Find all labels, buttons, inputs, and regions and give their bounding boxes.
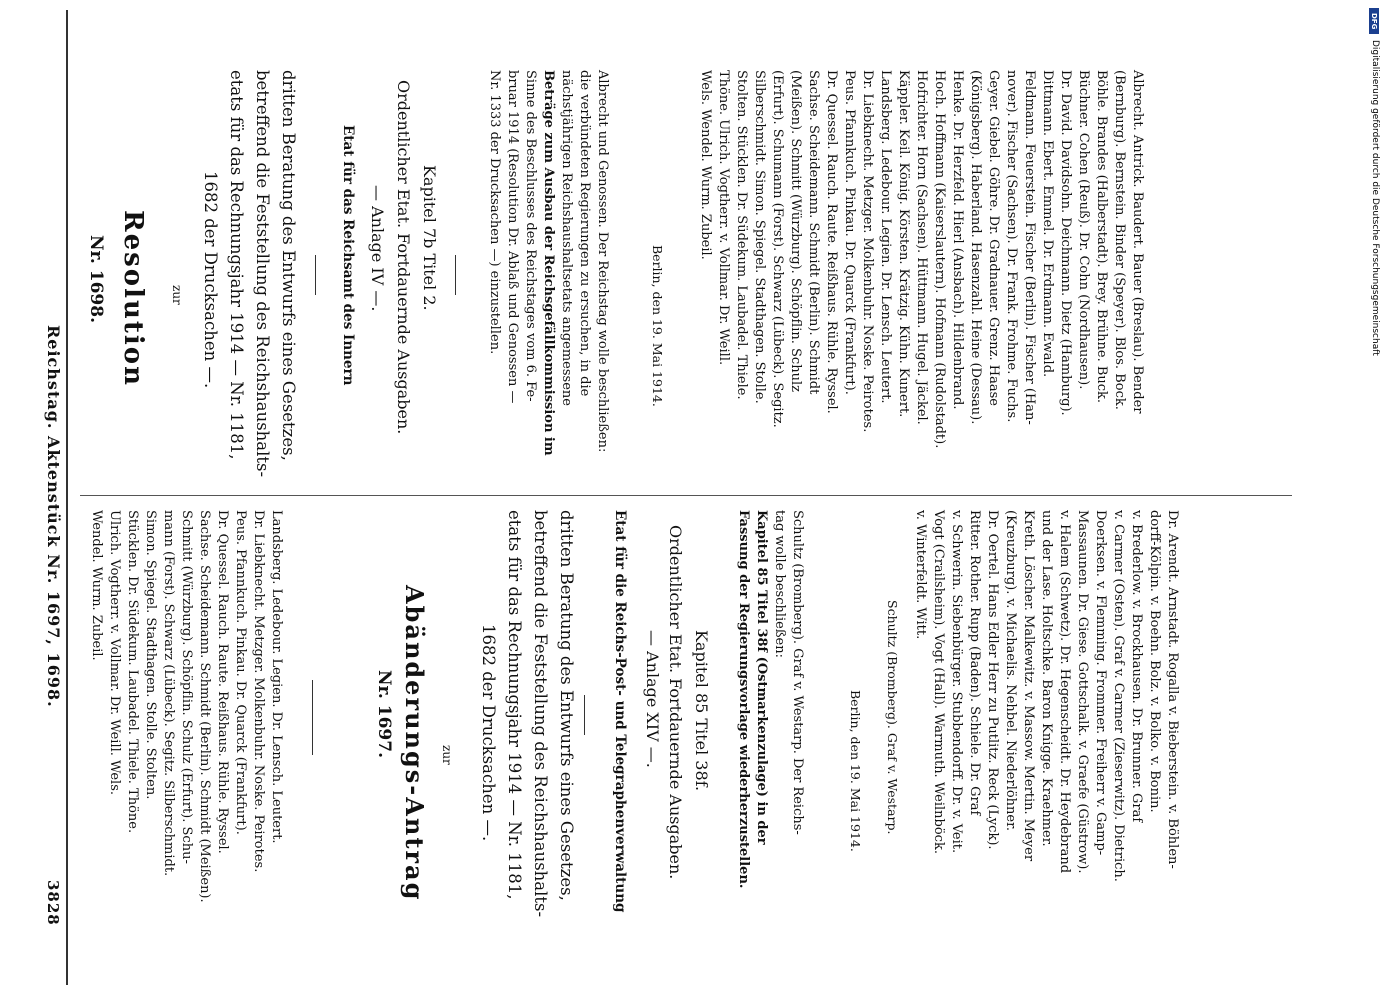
left-signers-head: Schultz (Bromberg). Graf v. Westarp.: [885, 600, 900, 835]
right-title: Resolution: [118, 210, 148, 388]
right-kapitel: Kapitel 7b Titel 2.: [420, 165, 439, 311]
left-names-top: Landsberg. Ledebour. Legien. Dr. Lensch. Leutert. Dr. Liebknecht. Metzger. Molkenbuhr. Noske. Peirotes. Peus. Pfannkuch. Pinkau. Dr. Quarck (Frankfurt). Dr. Quessel. Rauch. Raute. Reißhaus. Rühle. Ryssel. Sachse. Scheidemann. Schmidt (Berlin). Schmidt (Meißen). Schmitt (Würzburg). Schöpflin. Schulz (Erfurt). Schu- mann (Forst). Schwarz (Lübeck). Segitz. Silberschmidt. Simon. Spiegel. Stadthagen. Stolle. Stolten. Stücklen. Dr. Südekum. Laubadel. Thiele. Thöne. Ulrich. Vogtherr. v. Vollmar. Dr. Weill. Wels. Wendel. Wurm. Zubeil.: [89, 510, 284, 903]
left-lead: dritten Beratung des Entwurfs eines Gesetzes, betreffend die Feststellung des Reichshaushalts- etats für das Rechnungsjahr 1914 — Nr. 1181, 1682 der Drucksachen —.: [479, 510, 576, 918]
dfg-logo: DFG: [1369, 8, 1379, 34]
left-ordentlicher: Ordentlicher Etat. Fortdauernde Ausgaben.: [666, 525, 685, 880]
right-anlage: — Anlage IV —.: [368, 185, 387, 312]
left-nr: Nr. 1697.: [374, 670, 394, 759]
right-signers: Albrecht. Antrick. Baudert. Bauer (Breslau). Bender (Bernburg). Bernstein. Binder (Speyer). Blos. Bock. Böhle. Brandes (Halberstadt). Brey. Brühne. Buck. Büchner. Cohen (Reuß). Dr. Cohn (Nordhausen). Dr. David. Davidsohn. Deichmann. Dietz (Hamburg). Dittmann. Ebert. Emmel. Dr. Erdmann. Ewald. Feldmann. Feuerstein. Fischer (Berlin). Fischer (Han- nover). Fischer (Sachsen). Dr. Frank. Frohme. Fuchs. Geyer. Giebel. Göhre. Dr. Gradnauer. Grenz. Haase (Königsberg). Haberland. Hasenzahl. Heine (Dessau). Henke. Dr. Herzfeld. Hierl (Ansbach). Hildenbrand. Hoch. Hoffmann (Kaiserslautern). Hofmann (Rudolstadt). Hofrichter. Horn (Sachsen). Hüttmann. Hugel. Jäckel. Käppler. Keil. König. Körsten. Krätzig. Kühn. Kunert. Landsberg. Ledebour. Legien. Dr. Lensch. Leutert. Dr. Liebknecht. Metzger. Molkenbuhr. Noske. Peirotes. Peus. Pfannkuch. Pinkau. Dr. Quarck (Frankfurt). Dr. Quessel. Rauch. Raute. Reißhaus. Rühle. Ryssel. Sachse. Scheidemann. Schmidt (Berlin). Schmidt (Meißen). Schmitt (Würzburg). Schöpflin. Schulz (Erfurt). Schumann (Forst). Schwarz (Lübeck). Segitz. Silberschmidt. Simon. Spiegel. Stadthagen. Stolle. Stolten. Stücklen. Dr. Südekum. Laubadel. Thiele. Thöne. Ulrich. Vogtherr. v. Vollmar. Dr. Weill. Wels. Wendel. Wurm. Zubeil.: [698, 70, 1145, 449]
right-ordentlicher: Ordentlicher Etat. Fortdauernde Ausgaben.: [394, 80, 413, 435]
right-motion: Albrecht und Genossen. Der Reichstag wolle beschließen: die verbündeten Regierungen zu ersuchen, in die nächstjährigen Reichshaushaltsetats angemessene Beträge zum Ausbau der Reichsgefällkommission im Sinne des Beschlusses des Reichstages vom 6. Fe- bruar 1914 (Resolution Dr. Ablaß und Genossen — Nr. 1333 der Drucksachen —) einzustellen.: [487, 70, 610, 456]
separator-rule: [312, 680, 313, 755]
page-number: 3828: [44, 880, 62, 926]
header-rule: [66, 10, 68, 985]
left-title: Abänderungs-Antrag: [400, 585, 429, 902]
separator-rule: [455, 255, 456, 295]
column-divider: [80, 495, 1292, 496]
funding-notice: Digitalisierung gefördert durch die Deutsche Forschungsgemeinschaft: [1370, 40, 1380, 356]
right-zur: zur: [170, 285, 184, 305]
left-anlage: — Anlage XIV —.: [643, 630, 662, 768]
left-motion: Schultz (Bromberg). Graf v. Westarp. Der Reichs- tag wolle beschließen: Kapitel 85 Titel 38f (Ostmarkenzulage) in der Fassung der Regierungsvorlage wiederherzustellen.: [736, 510, 805, 889]
right-etat-heading: Etat für das Reichsamt des Innern: [340, 125, 356, 386]
right-date: Berlin, den 19. Mai 1914.: [650, 245, 665, 407]
left-date: Berlin, den 19. Mai 1914.: [848, 690, 863, 852]
left-etat-heading: Etat für die Reichs-Post- und Telegraphenverwaltung: [612, 510, 628, 913]
running-title: Reichstag. Aktenstück Nr. 1697, 1698.: [44, 325, 63, 708]
right-nr: Nr. 1698.: [86, 235, 106, 324]
left-zur: zur: [440, 745, 454, 765]
separator-rule: [584, 695, 585, 735]
separator-rule: [315, 255, 316, 295]
right-lead: dritten Beratung des Entwurfs eines Gesetzes, betreffend die Feststellung des Reichshaushalts- etats für das Rechnungsjahr 1914 — Nr. 1181, 1682 der Drucksachen —.: [201, 70, 298, 478]
left-signers: Dr. Arendt. Arnstadt. Rogalla v. Bieberstein. v. Böhlen- dorff-Kölpin. v. Boehn. Bolz. v. Bolko. v. Bonin. v. Brederlow. v. Brockhausen. Dr. Brunner. Graf v. Carmer (Osten). Graf v. Carmer (Zieserwitz). Dietrich. Doerksen. v. Flemming. Frommer. Freiherr v. Gamp- Massaunen. Dr. Giese. Gottschalk. v. Graefe (Güstrow). v. Halem (Schwetz). Dr. Hegenscheidt. Dr. Heydebrand und der Lase. Holtschke. Baron Knigge. Kraehmer. Kreth. Löscher. Malkewitz. v. Massow. Mertin. Meyer (Kreuzburg). v. Michaelis. Nehbel. Niederlöhner. Dr. Oertel. Hans Edler Herr zu Putlitz. Reck (Lyck). Ritter. Rother. Rupp (Baden). Schiele. Dr. Graf v. Schwerin. Siebenbürger. Stubbendorff. Dr. v. Veit. Vogt (Crailsheim). Vogt (Hall). Warmuth. Weilnböck. v. Winterfeldt. Witt.: [913, 510, 1180, 882]
left-kapitel: Kapitel 85 Titel 38f.: [692, 630, 711, 792]
